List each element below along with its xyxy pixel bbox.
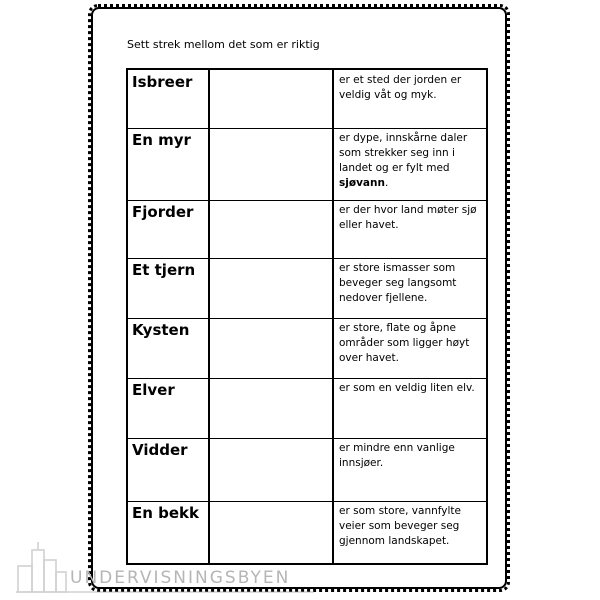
- term-cell: En myr: [128, 128, 210, 200]
- matching-table: [126, 68, 488, 565]
- table-row: [128, 128, 486, 201]
- definition-cell: er som en veldig liten elv.: [339, 382, 475, 394]
- table-row: [128, 318, 486, 379]
- definition-cell: er mindre enn vanlige innsjøer.: [339, 442, 455, 469]
- definition-end: .: [384, 177, 389, 189]
- table-row: [128, 378, 486, 439]
- definition-cell: er der hvor land møter sjø eller havet.: [339, 204, 477, 231]
- matching-gap[interactable]: [210, 70, 334, 128]
- definition-bold-word: sjøvann: [339, 177, 385, 189]
- definition-cell: er store ismasser som beveger seg langsomt nedover fjellene.: [339, 262, 457, 304]
- table-row: [128, 438, 486, 502]
- matching-gap[interactable]: [210, 438, 334, 501]
- matching-gap[interactable]: [210, 200, 334, 258]
- term-cell: Vidder: [128, 438, 210, 501]
- watermark-text: UNDERVISNINGSBYEN: [70, 568, 291, 588]
- definition-cell: er store, flate og åpne områder som ligger høyt over havet.: [339, 322, 470, 364]
- definition-cell: er som store, vannfylte veier som beveger seg gjennom landskapet.: [339, 505, 461, 547]
- term-cell: En bekk: [128, 501, 210, 563]
- matching-gap[interactable]: [210, 128, 334, 200]
- matching-gap[interactable]: [210, 378, 334, 438]
- term-cell: Isbreer: [128, 70, 210, 128]
- term-cell: Fjorder: [128, 200, 210, 258]
- matching-gap[interactable]: [210, 318, 334, 378]
- definition-cell: er et sted der jorden er veldig våt og myk.: [339, 74, 462, 101]
- definition-text: er dype, innskårne daler som strekker seg inn i landet og er fylt med: [339, 132, 468, 174]
- instruction-text: Sett strek mellom det som er riktig: [127, 38, 320, 51]
- term-cell: Kysten: [128, 318, 210, 378]
- term-cell: Et tjern: [128, 258, 210, 318]
- definition-cell: [334, 128, 486, 200]
- term-cell: Elver: [128, 378, 210, 438]
- matching-gap[interactable]: [210, 258, 334, 318]
- table-row: [128, 70, 486, 129]
- table-row: [128, 258, 486, 319]
- table-row: [128, 200, 486, 259]
